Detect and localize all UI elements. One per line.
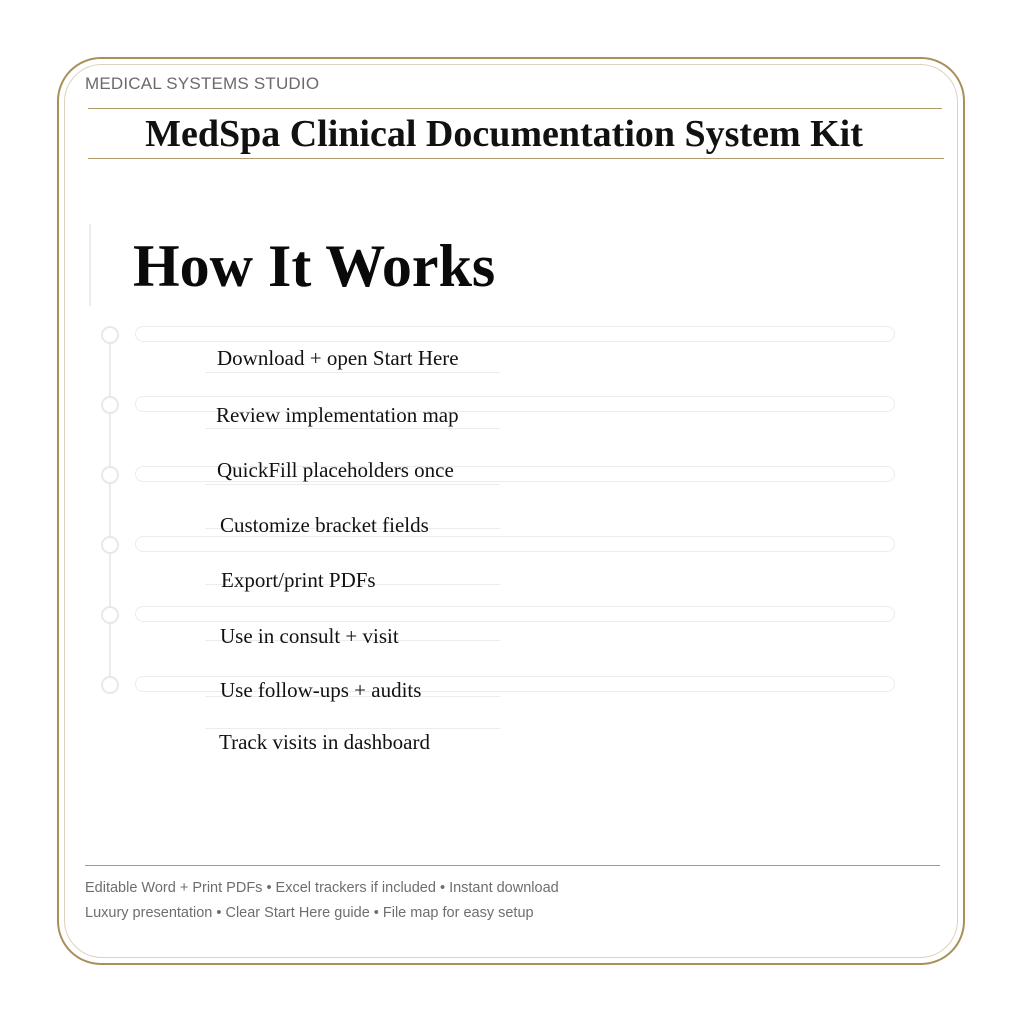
- ghost-row: [135, 606, 895, 622]
- timeline-dot: [101, 536, 119, 554]
- ghost-row: [135, 536, 895, 552]
- timeline-dot: [101, 466, 119, 484]
- step-7: Use follow-ups + audits: [220, 678, 422, 702]
- timeline-dot: [101, 676, 119, 694]
- step-5: Export/print PDFs: [221, 568, 376, 592]
- step-3: QuickFill placeholders once: [217, 458, 454, 482]
- footer-features-line-2: Luxury presentation • Clear Start Here guide • File map for easy setup: [85, 905, 534, 921]
- ghost-underline: [205, 428, 500, 429]
- timeline-line: [109, 334, 111, 686]
- footer-rule: [85, 865, 940, 866]
- timeline-dot: [101, 326, 119, 344]
- ghost-row: [135, 326, 895, 342]
- timeline-dot: [101, 606, 119, 624]
- step-4: Customize bracket fields: [220, 513, 429, 537]
- section-accent-bar: [89, 224, 91, 306]
- footer-features-line-1: Editable Word + Print PDFs • Excel trackers if included • Instant download: [85, 880, 559, 896]
- header-top-rule: [88, 108, 942, 109]
- step-1: Download + open Start Here: [217, 346, 459, 370]
- header-bottom-rule: [88, 158, 944, 159]
- timeline-dot: [101, 396, 119, 414]
- brand-label: MEDICAL SYSTEMS STUDIO: [85, 74, 320, 93]
- ghost-underline: [205, 372, 500, 373]
- ghost-underline: [205, 484, 500, 485]
- step-2: Review implementation map: [216, 403, 459, 427]
- section-heading: How It Works: [133, 233, 496, 299]
- card-frame-inner: [64, 64, 958, 958]
- step-8: Track visits in dashboard: [219, 730, 430, 754]
- step-6: Use in consult + visit: [220, 624, 399, 648]
- product-title: MedSpa Clinical Documentation System Kit: [145, 113, 863, 155]
